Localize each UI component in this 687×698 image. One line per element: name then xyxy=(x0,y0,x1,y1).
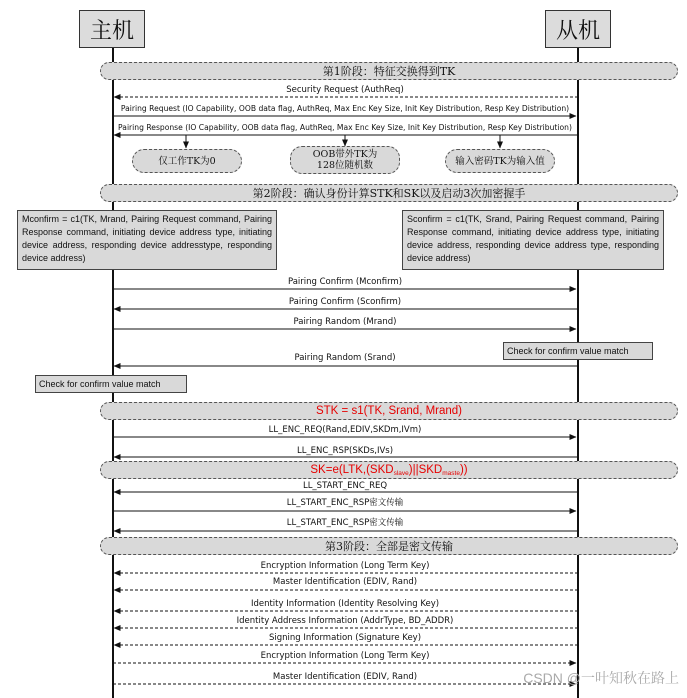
msg-identity-addr: Identity Address Information (AddrType, BD_ADDR) xyxy=(236,616,454,626)
ellipse-just-works-label: 仅工作TK为0 xyxy=(158,155,216,167)
msg-master-id-1: Master Identification (EDIV, Rand) xyxy=(272,577,418,587)
stk-banner xyxy=(100,402,678,420)
csdn-watermark: CSDN @一叶知秋在路上 xyxy=(523,670,679,686)
ellipse-oob-line1: OOB带外TK为 xyxy=(312,149,378,160)
msg-security-request: Security Request (AuthReq) xyxy=(286,85,404,95)
msg-ll-enc-req: LL_ENC_REQ(Rand,EDIV,SKDm,IVm) xyxy=(268,425,422,435)
check-note-slave xyxy=(503,342,653,360)
ellipse-passkey-label: 输入密码TK为输入值 xyxy=(455,155,545,167)
ellipse-oob-line2: 128位随机数 xyxy=(316,160,374,171)
phase-1-banner xyxy=(100,62,678,80)
msg-enc-info-2: Encryption Information (Long Term Key) xyxy=(260,651,430,661)
slave-label: 从机 xyxy=(555,18,600,44)
ellipse-oob xyxy=(290,146,400,174)
msg-ll-start-enc-req: LL_START_ENC_REQ xyxy=(302,481,388,491)
msg-enc-info-1: Encryption Information (Long Term Key) xyxy=(260,561,430,571)
msg-pairing-response: Pairing Response (IO Capability, OOB data flag, AuthReq, Max Enc Key Size, Init Key Distribution, Resp Key Distribution) xyxy=(118,123,572,132)
ellipse-passkey xyxy=(445,149,555,173)
ellipse-just-works xyxy=(132,149,242,173)
check-master-text: Check for confirm value match xyxy=(39,379,161,389)
msg-ll-enc-rsp: LL_ENC_RSP(SKDs,IVs) xyxy=(296,446,394,456)
msg-identity-info: Identity Information (Identity Resolving Key) xyxy=(250,599,440,609)
master-label: 主机 xyxy=(89,18,134,44)
phase-1-label: 第1阶段：特征交换得到TK xyxy=(322,65,456,78)
phase-2-label: 第2阶段：确认身份计算STK和SK以及启动3次加密握手 xyxy=(252,187,526,200)
msg-pairing-random-m: Pairing Random (Mrand) xyxy=(293,317,397,327)
msg-pairing-random-s: Pairing Random (Srand) xyxy=(294,353,396,363)
msg-pairing-request: Pairing Request (IO Capability, OOB data flag, AuthReq, Max Enc Key Size, Init Key Distribution, Resp Key Distribution) xyxy=(120,104,570,113)
sconfirm-note xyxy=(402,210,664,270)
phase-2-banner xyxy=(100,184,678,202)
msg-pairing-confirm-s: Pairing Confirm (Sconfirm) xyxy=(288,297,402,307)
msg-master-id-2: Master Identification (EDIV, Rand) xyxy=(272,672,418,682)
sk-banner xyxy=(100,461,678,479)
mconfirm-note xyxy=(17,210,277,270)
msg-ll-start-enc-rsp2: LL_START_ENC_RSP密文传输 xyxy=(286,518,404,528)
phase-3-banner xyxy=(100,537,678,555)
check-note-master xyxy=(35,375,187,393)
msg-ll-start-enc-rsp1: LL_START_ENC_RSP密文传输 xyxy=(286,498,404,508)
phase-3-label: 第3阶段：全部是密文传输 xyxy=(325,540,453,553)
msg-pairing-confirm-m: Pairing Confirm (Mconfirm) xyxy=(287,277,403,287)
sconfirm-text: Sconfirm = c1(TK, Srand, Pairing Request command, Pairing Response command, initiating device address type, initiating device address, responding device address type, responding device address) xyxy=(407,214,659,263)
msg-signing-info: Signing Information (Signature Key) xyxy=(268,633,422,643)
stk-label: STK = s1(TK, Srand, Mrand) xyxy=(315,405,463,417)
mconfirm-text: Mconfirm = c1(TK, Mrand, Pairing Request command, Pairing Response command, initiating device address type, initiating device address, responding device addresstype, responding device address) xyxy=(22,214,272,263)
check-slave-text: Check for confirm value match xyxy=(507,346,629,356)
sk-formula: $SK=e(LTK,(SKD_{slave})||SKD_{maste})$) xyxy=(310,463,468,477)
